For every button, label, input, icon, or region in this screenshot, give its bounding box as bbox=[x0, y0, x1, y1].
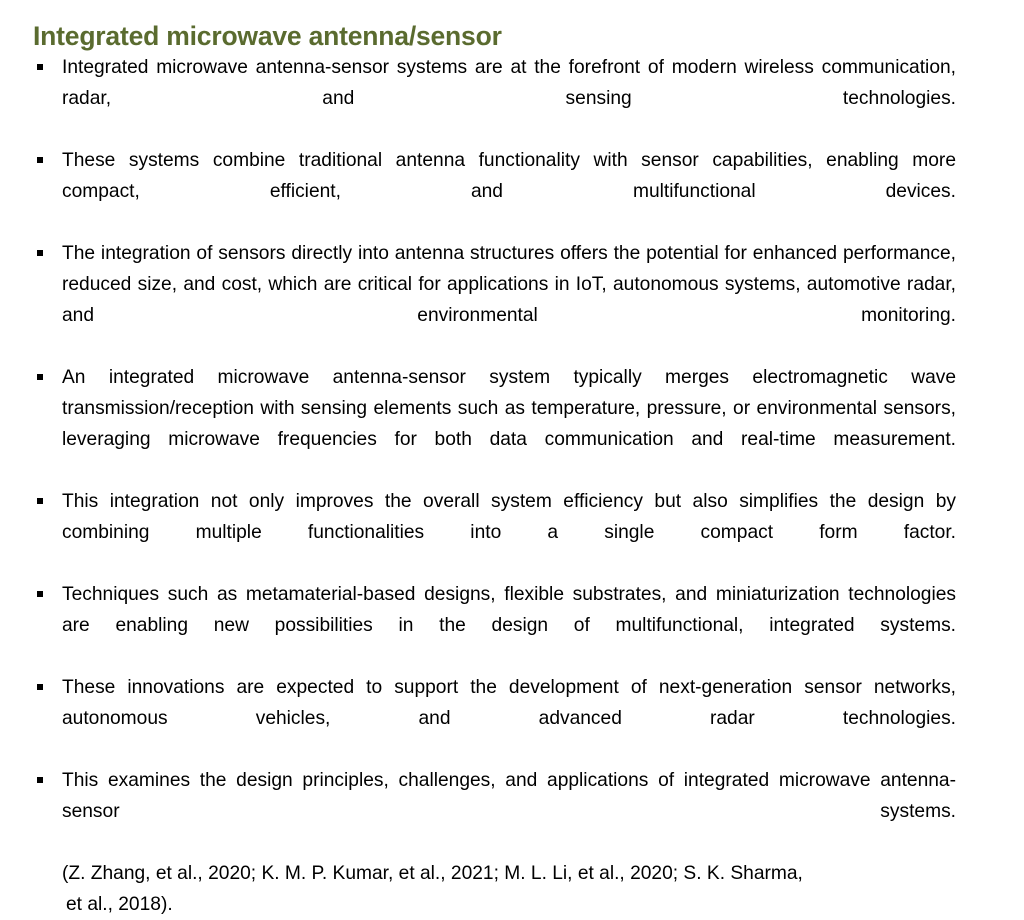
square-bullet-icon bbox=[37, 684, 43, 690]
list-item-text: The integration of sensors directly into antenna structures offers the potential for enhanced performance, reduced size, and cost, which are critical for applications in IoT, autonomous systems, automotive radar, and environmental monitoring. bbox=[62, 243, 956, 326]
list-item-text: These innovations are expected to support the development of next-generation sensor networks, autonomous vehicles, and advanced radar technologies. bbox=[62, 677, 956, 729]
list-item-text: This integration not only improves the overall system efficiency but also simplifies the design by combining multiple functionalities into a single compact form factor. bbox=[62, 491, 956, 543]
list-item bbox=[33, 145, 956, 238]
list-item-text: An integrated microwave antenna-sensor system typically merges electromagnetic wave transmission/reception with sensing elements such as temperature, pressure, or environmental sensors, leveraging microwave frequencies for both data communication and real-time measurement. bbox=[62, 367, 956, 450]
citation-line-1: (Z. Zhang, et al., 2020; K. M. P. Kumar, et al., 2021; M. L. Li, et al., 2020; S. K. Sharma, bbox=[62, 863, 803, 884]
bullet-list bbox=[33, 52, 956, 858]
list-item-text: Techniques such as metamaterial-based designs, flexible substrates, and miniaturization technologies are enabling new possibilities in the design of multifunctional, integrated systems. bbox=[62, 584, 956, 636]
list-item bbox=[33, 486, 956, 579]
list-item bbox=[33, 362, 956, 486]
slide-body bbox=[33, 52, 956, 920]
citation-line-2: et al., 2018). bbox=[66, 894, 173, 915]
list-item bbox=[33, 579, 956, 672]
list-item bbox=[33, 238, 956, 362]
square-bullet-icon bbox=[37, 64, 43, 70]
square-bullet-icon bbox=[37, 250, 43, 256]
list-item-text: Integrated microwave antenna-sensor systems are at the forefront of modern wireless communication, radar, and sensing technologies. bbox=[62, 57, 956, 109]
square-bullet-icon bbox=[37, 498, 43, 504]
list-item-text: This examines the design principles, challenges, and applications of integrated microwave antenna-sensor systems. bbox=[62, 770, 956, 822]
square-bullet-icon bbox=[37, 777, 43, 783]
list-item bbox=[33, 765, 956, 858]
square-bullet-icon bbox=[37, 157, 43, 163]
square-bullet-icon bbox=[37, 374, 43, 380]
citation-block bbox=[33, 858, 956, 920]
list-item bbox=[33, 52, 956, 145]
list-item-text: These systems combine traditional antenna functionality with sensor capabilities, enabling more compact, efficient, and multifunctional devices. bbox=[62, 150, 956, 202]
page-title: Integrated microwave antenna/sensor bbox=[33, 21, 502, 51]
list-item bbox=[33, 672, 956, 765]
square-bullet-icon bbox=[37, 591, 43, 597]
